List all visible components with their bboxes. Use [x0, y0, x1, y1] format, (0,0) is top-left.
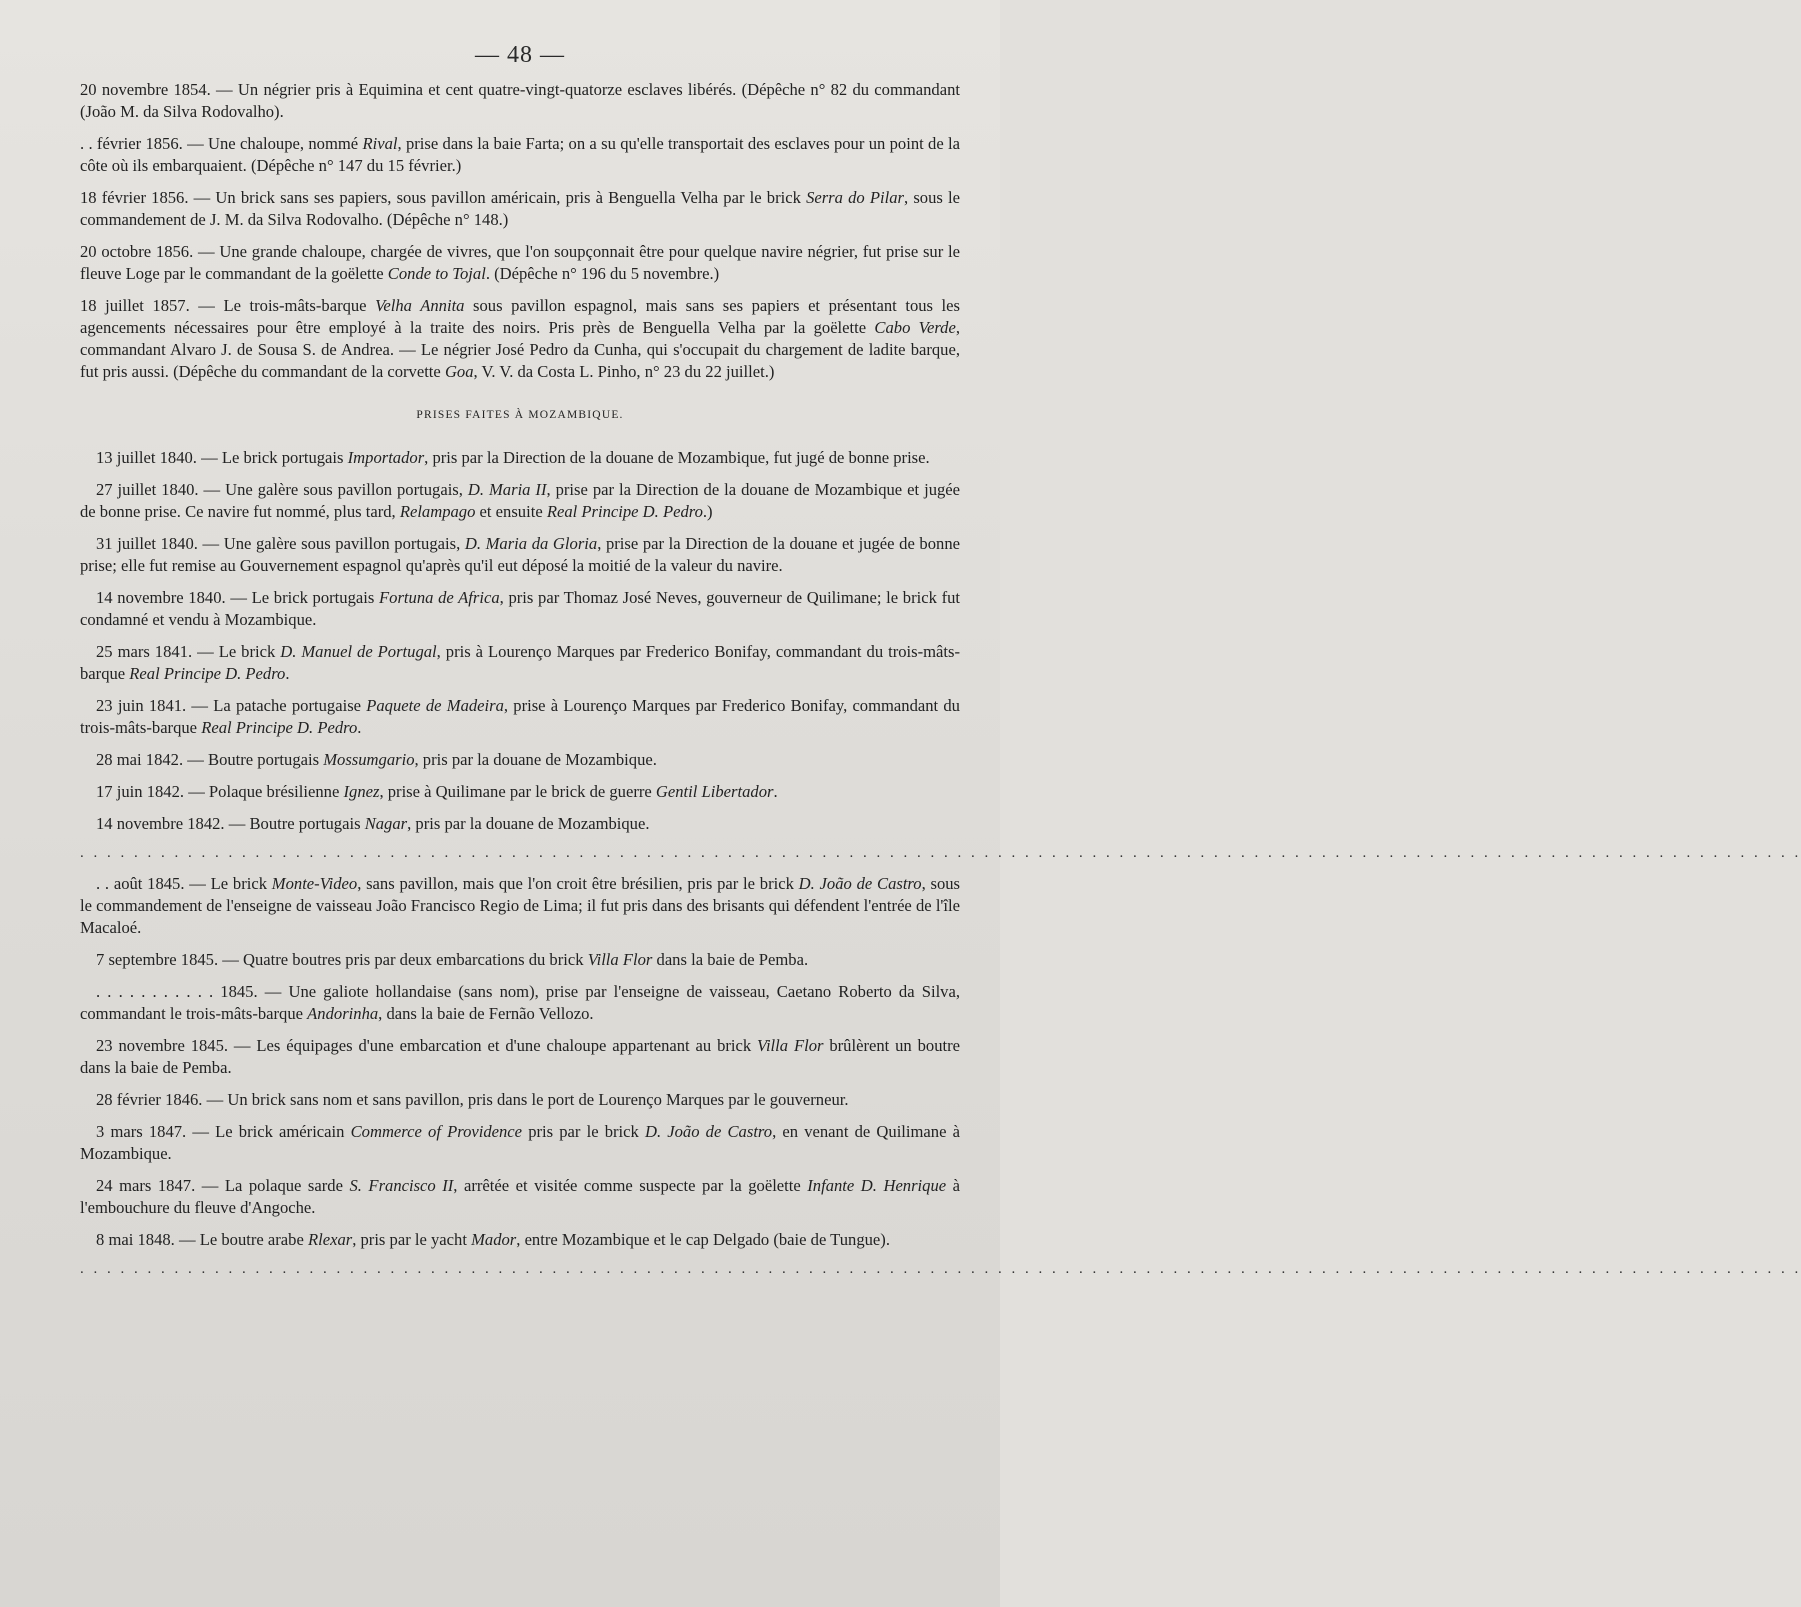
dotted-separator: . . . . . . . . . . . . . . . . . . . . . . . . . . . . . . . . . . . . . . . . . . . . . . . . . . . . . . . . . . . . . . . . . . . . . . . . . . . . . . . . . . . . . . . . . . . . . . . . . . . . . . . . . . . . . . . . . . . . . . . . . . . . . . . . [80, 845, 1801, 861]
entry: 14 novembre 1842. — Boutre portugais Nagar, pris par la douane de Mozambique. [96, 814, 650, 833]
section-title: PRISES FAITES À MOZAMBIQUE. [416, 409, 624, 421]
entry: 23 novembre 1845. — Les équipages d'une embarcation et d'une chaloupe appartenant au brick Villa Flor brûlèrent un boutre dans la baie de Pemba. [80, 1036, 960, 1077]
entry: . . . . . . . . . . . 1845. — Une galiote hollandaise (sans nom), prise par l'enseigne de vaisseau, Caetano Roberto da Silva, commandant le trois-mâts-barque Andorinha, dans la baie de Fernão Vellozo. [80, 982, 960, 1023]
page-number: — 48 — [475, 42, 565, 68]
entry: 3 mars 1847. — Le brick américain Commerce of Providence pris par le brick D. João de Castro, en venant de Quilimane à Mozambique. [80, 1122, 960, 1163]
entry: 24 mars 1847. — La polaque sarde S. Francisco II, arrêtée et visitée comme suspecte par la goëlette Infante D. Henrique à l'embouchure du fleuve d'Angoche. [80, 1176, 961, 1217]
entries-mid [80, 447, 960, 835]
entry: . . février 1856. — Une chaloupe, nommé Rival, prise dans la baie Farta; on a su qu'elle transportait des esclaves pour un point de la côte où ils embarquaient. (Dépêche n° 147 du 15 février.) [80, 134, 960, 175]
entry: 25 mars 1841. — Le brick D. Manuel de Portugal, pris à Lourenço Marques par Frederico Bonifay, commandant du trois-mâts-barque Real Principe D. Pedro. [80, 642, 960, 683]
entry: 31 juillet 1840. — Une galère sous pavillon portugais, D. Maria da Gloria, prise par la Direction de la douane et jugée de bonne prise; elle fut remise au Gouvernement espagnol qu'après qu'il eut déposé la moitié de la valeur du navire. [80, 534, 960, 575]
entry: . . août 1845. — Le brick Monte-Video, sans pavillon, mais que l'on croit être brésilien, pris par le brick D. João de Castro, sous le commandement de l'enseigne de vaisseau João Francisco Regio de Lima; il fut pris dans des brisants qui défendent l'entrée de l'île Macaloé. [80, 874, 961, 937]
entry: 7 septembre 1845. — Quatre boutres pris par deux embarcations du brick Villa Flor dans la baie de Pemba. [96, 950, 809, 969]
entry: 17 juin 1842. — Polaque brésilienne Ignez, prise à Quilimane par le brick de guerre Gentil Libertador. [96, 782, 778, 801]
entry: 28 mai 1842. — Boutre portugais Mossumgario, pris par la douane de Mozambique. [96, 750, 657, 769]
entries-bottom [80, 873, 960, 1251]
entries-top [80, 79, 960, 383]
dotted-separator-bottom: . . . . . . . . . . . . . . . . . . . . . . . . . . . . . . . . . . . . . . . . . . . . . . . . . . . . . . . . . . . . . . . . . . . . . . . . . . . . . . . . . . . . . . . . . . . . . . . . . . . . . . . . . . . . . . . . . . . . . . . . . . . . . . . . [80, 1261, 1801, 1277]
entry: 18 juillet 1857. — Le trois-mâts-barque Velha Annita sous pavillon espagnol, mais sans ses papiers et présentant tous les agencements nécessaires pour être employé à la traite des noirs. Pris près de Benguella Velha par la goëlette Cabo Verde, commandant Alvaro J. de Sousa S. de Andrea. — Le négrier José Pedro da Cunha, qui s'occupait du chargement de ladite barque, fut pris aussi. (Dépêche du commandant de la corvette Goa, V. V. da Costa L. Pinho, n° 23 du 22 juillet.) [80, 296, 960, 381]
entry: 23 juin 1841. — La patache portugaise Paquete de Madeira, prise à Lourenço Marques par Frederico Bonifay, commandant du trois-mâts-barque Real Principe D. Pedro. [80, 696, 960, 737]
entry: 28 février 1846. — Un brick sans nom et sans pavillon, pris dans le port de Lourenço Marques par le gouverneur. [96, 1090, 849, 1109]
entry: 27 juillet 1840. — Une galère sous pavillon portugais, D. Maria II, prise par la Direction de la douane de Mozambique et jugée de bonne prise. Ce navire fut nommé, plus tard, Relampago et ensuite Real Principe D. Pedro.) [80, 480, 961, 521]
entry: 13 juillet 1840. — Le brick portugais Importador, pris par la Direction de la douane de Mozambique, fut jugé de bonne prise. [96, 448, 930, 467]
entry: 20 octobre 1856. — Une grande chaloupe, chargée de vivres, que l'on soupçonnait être pour quelque navire négrier, fut prise sur le fleuve Loge par le commandant de la goëlette Conde to Tojal. (Dépêche n° 196 du 5 novembre.) [80, 242, 960, 283]
entry: 20 novembre 1854. — Un négrier pris à Equimina et cent quatre-vingt-quatorze esclaves libérés. (Dépêche n° 82 du commandant (João M. da Silva Rodovalho). [80, 80, 960, 121]
entry: 8 mai 1848. — Le boutre arabe Rlexar, pris par le yacht Mador, entre Mozambique et le cap Delgado (baie de Tungue). [96, 1230, 890, 1249]
entry: 18 février 1856. — Un brick sans ses papiers, sous pavillon américain, pris à Benguella Velha par le brick Serra do Pilar, sous le commandement de J. M. da Silva Rodovalho. (Dépêche n° 148.) [80, 188, 960, 229]
entry: 14 novembre 1840. — Le brick portugais Fortuna de Africa, pris par Thomaz José Neves, gouverneur de Quilimane; le brick fut condamné et vendu à Mozambique. [80, 588, 960, 629]
